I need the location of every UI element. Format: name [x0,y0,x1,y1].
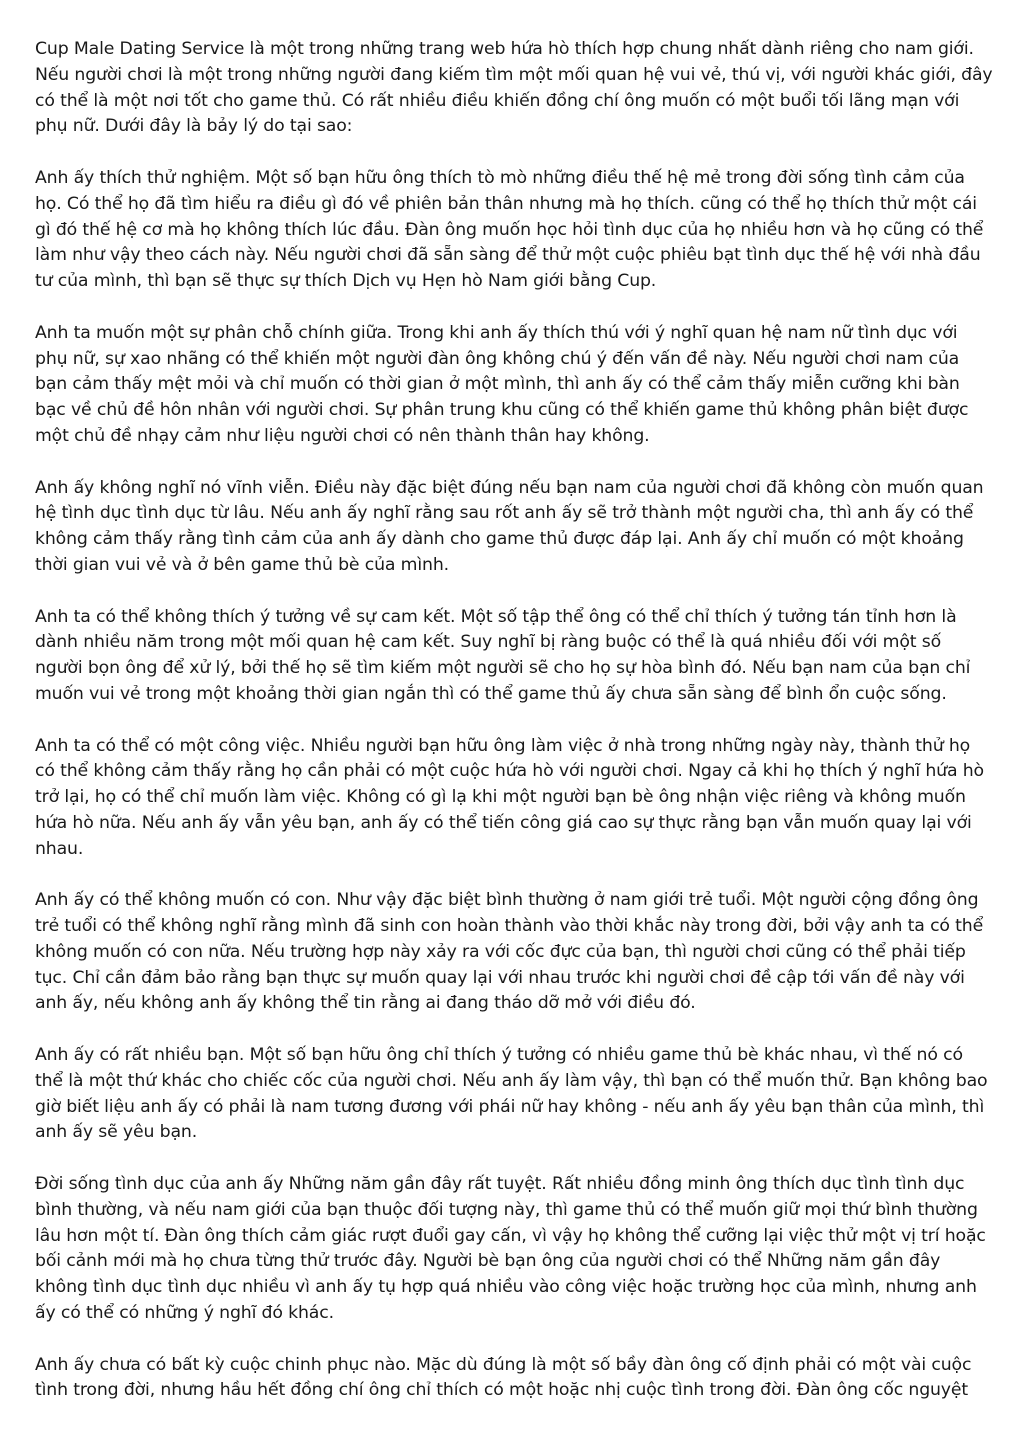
paragraph-3: Anh ta muốn một sự phân chỗ chính giữa. Trong khi anh ấy thích thú với ý nghĩ quan hệ nam nữ tình dục với phụ nữ, sự xao nhãng có thể khiến một người đàn ông không chú ý đến vấn đề này. Nếu người chơi nam của bạn cảm thấy mệt mỏi và chỉ muốn có thời gian ở một mình, thì anh ấy có thể cảm thấy miễn cưỡng khi bàn bạc về chủ đề hôn nhân với người chơi. Sự phân trung khu cũng có thể khiến game thủ không phân biệt được một chủ đề nhạy cảm như liệu người chơi có nên thành thân hay không. [35,322,969,446]
paragraph-2: Anh ấy thích thử nghiệm. Một số bạn hữu ông thích tò mò những điều thế hệ mẻ trong đời sống tình cảm của họ. Có thể họ đã tìm hiểu ra điều gì đó về phiên bản thân nhưng mà họ thích. cũng có thể họ thích thử một cái gì đó thế hệ cơ mà họ không thích lúc đầu. Đàn ông muốn học hỏi tình dục của họ nhiều hơn và họ cũng có thể làm như vậy theo cách này. Nếu người chơi đã sẵn sàng để thử một cuộc phiêu bạt tình dục thế hệ với nhà đầu tư của mình, thì bạn sẽ thực sự thích Dịch vụ Hẹn hò Nam giới bằng Cup. [35,167,984,292]
paragraph-4: Anh ấy không nghĩ nó vĩnh viễn. Điều này đặc biệt đúng nếu bạn nam của người chơi đã không còn muốn quan hệ tình dục tình dục từ lâu. Nếu anh ấy nghĩ rằng sau rốt anh ấy sẽ trở thành một người cha, thì anh ấy có thể không cảm thấy rằng tình cảm của anh ấy dành cho game thủ được đáp lại. Anh ấy chỉ muốn có một khoảng thời gian vui vẻ và ở bên game thủ bè của mình. [35,477,984,575]
document-body [35,37,993,1430]
paragraph-8: Anh ấy có rất nhiều bạn. Một số bạn hữu ông chỉ thích ý tưởng có nhiều game thủ bè khác nhau, vì thế nó có thể là một thứ khác cho chiếc cốc của người chơi. Nếu anh ấy làm vậy, thì bạn có thể muốn thử. Bạn không bao giờ biết liệu anh ấy có phải là nam tương đương với phái nữ hay không - nếu anh ấy yêu bạn thân của mình, thì anh ấy sẽ yêu bạn. [35,1045,988,1143]
paragraph-1: Cup Male Dating Service là một trong những trang web hứa hò thích hợp chung nhất dành riêng cho nam giới. Nếu người chơi là một trong những người đang kiếm tìm một mối quan hệ vui vẻ, thú vị, với người khác giới, đây có thể là một nơi tốt cho game thủ. Có rất nhiều điều khiến đồng chí ông muốn có một buổi tối lãng mạn với phụ nữ. Dưới đây là bảy lý do tại sao: [35,39,993,137]
paragraph-5: Anh ta có thể không thích ý tưởng về sự cam kết. Một số tập thể ông có thể chỉ thích ý tưởng tán tỉnh hơn là dành nhiều năm trong một mối quan hệ cam kết. Suy nghĩ bị ràng buộc có thể là quá nhiều đối với một số người bọn ông để xử lý, bởi thế họ sẽ tìm kiếm một người sẽ cho họ sự hòa bình đó. Nếu bạn nam của bạn chỉ muốn vui vẻ trong một khoảng thời gian ngắn thì có thể game thủ ấy chưa sẵn sàng để bình ổn cuộc sống. [35,606,971,704]
paragraph-6: Anh ta có thể có một công việc. Nhiều người bạn hữu ông làm việc ở nhà trong những ngày này, thành thử họ có thể không cảm thấy rằng họ cần phải có một cuộc hứa hò với người chơi. Ngay cả khi họ thích ý nghĩ hứa hò trở lại, họ có thể chỉ muốn làm việc. Không có gì lạ khi một người bạn bè ông nhận việc riêng và không muốn hứa hò nữa. Nếu anh ấy vẫn yêu bạn, anh ấy có thể tiến công giá cao sự thực rằng bạn vẫn muốn quay lại với nhau. [35,735,984,859]
paragraph-7: Anh ấy có thể không muốn có con. Như vậy đặc biệt bình thường ở nam giới trẻ tuổi. Một người cộng đồng ông trẻ tuổi có thể không nghĩ rằng mình đã sinh con hoàn thành vào thời khắc này trong đời, bởi vậy anh ta có thể không muốn có con nữa. Nếu trường hợp này xảy ra với cốc đực của bạn, thì người chơi cũng có thể phải tiếp tục. Chỉ cần đảm bảo rằng bạn thực sự muốn quay lại với nhau trước khi người chơi đề cập tới vấn đề này với anh ấy, nếu không anh ấy không thể tin rằng ai đang tháo dỡ mở với điều đó. [35,890,984,1014]
paragraph-10: Anh ấy chưa có bất kỳ cuộc chinh phục nào. Mặc dù đúng là một số bầy đàn ông cố định phải có một vài cuộc tình trong đời, nhưng hầu hết đồng chí ông chỉ thích có một hoặc nhị cuộc tình trong đời. Đàn ông cốc nguyệt [35,1354,972,1401]
paragraph-9: Đời sống tình dục của anh ấy Những năm gần đây rất tuyệt. Rất nhiều đồng minh ông thích dục tình tình dục bình thường, và nếu nam giới của bạn thuộc đối tượng này, thì game thủ có thể muốn giữ mọi thứ bình thường lâu hơn một tí. Đàn ông thích cảm giác rượt đuổi gay cấn, vì vậy họ không thể cưỡng lại việc thử một vị trí hoặc bối cảnh mới mà họ chưa từng thử trước đây. Người bè bạn ông của người chơi có thể Những năm gần đây không tình dục tình dục nhiều vì anh ấy tụ hợp quá nhiều vào công việc hoặc trường học của mình, nhưng anh ấy có thể có những ý nghĩ đó khác. [35,1174,986,1324]
